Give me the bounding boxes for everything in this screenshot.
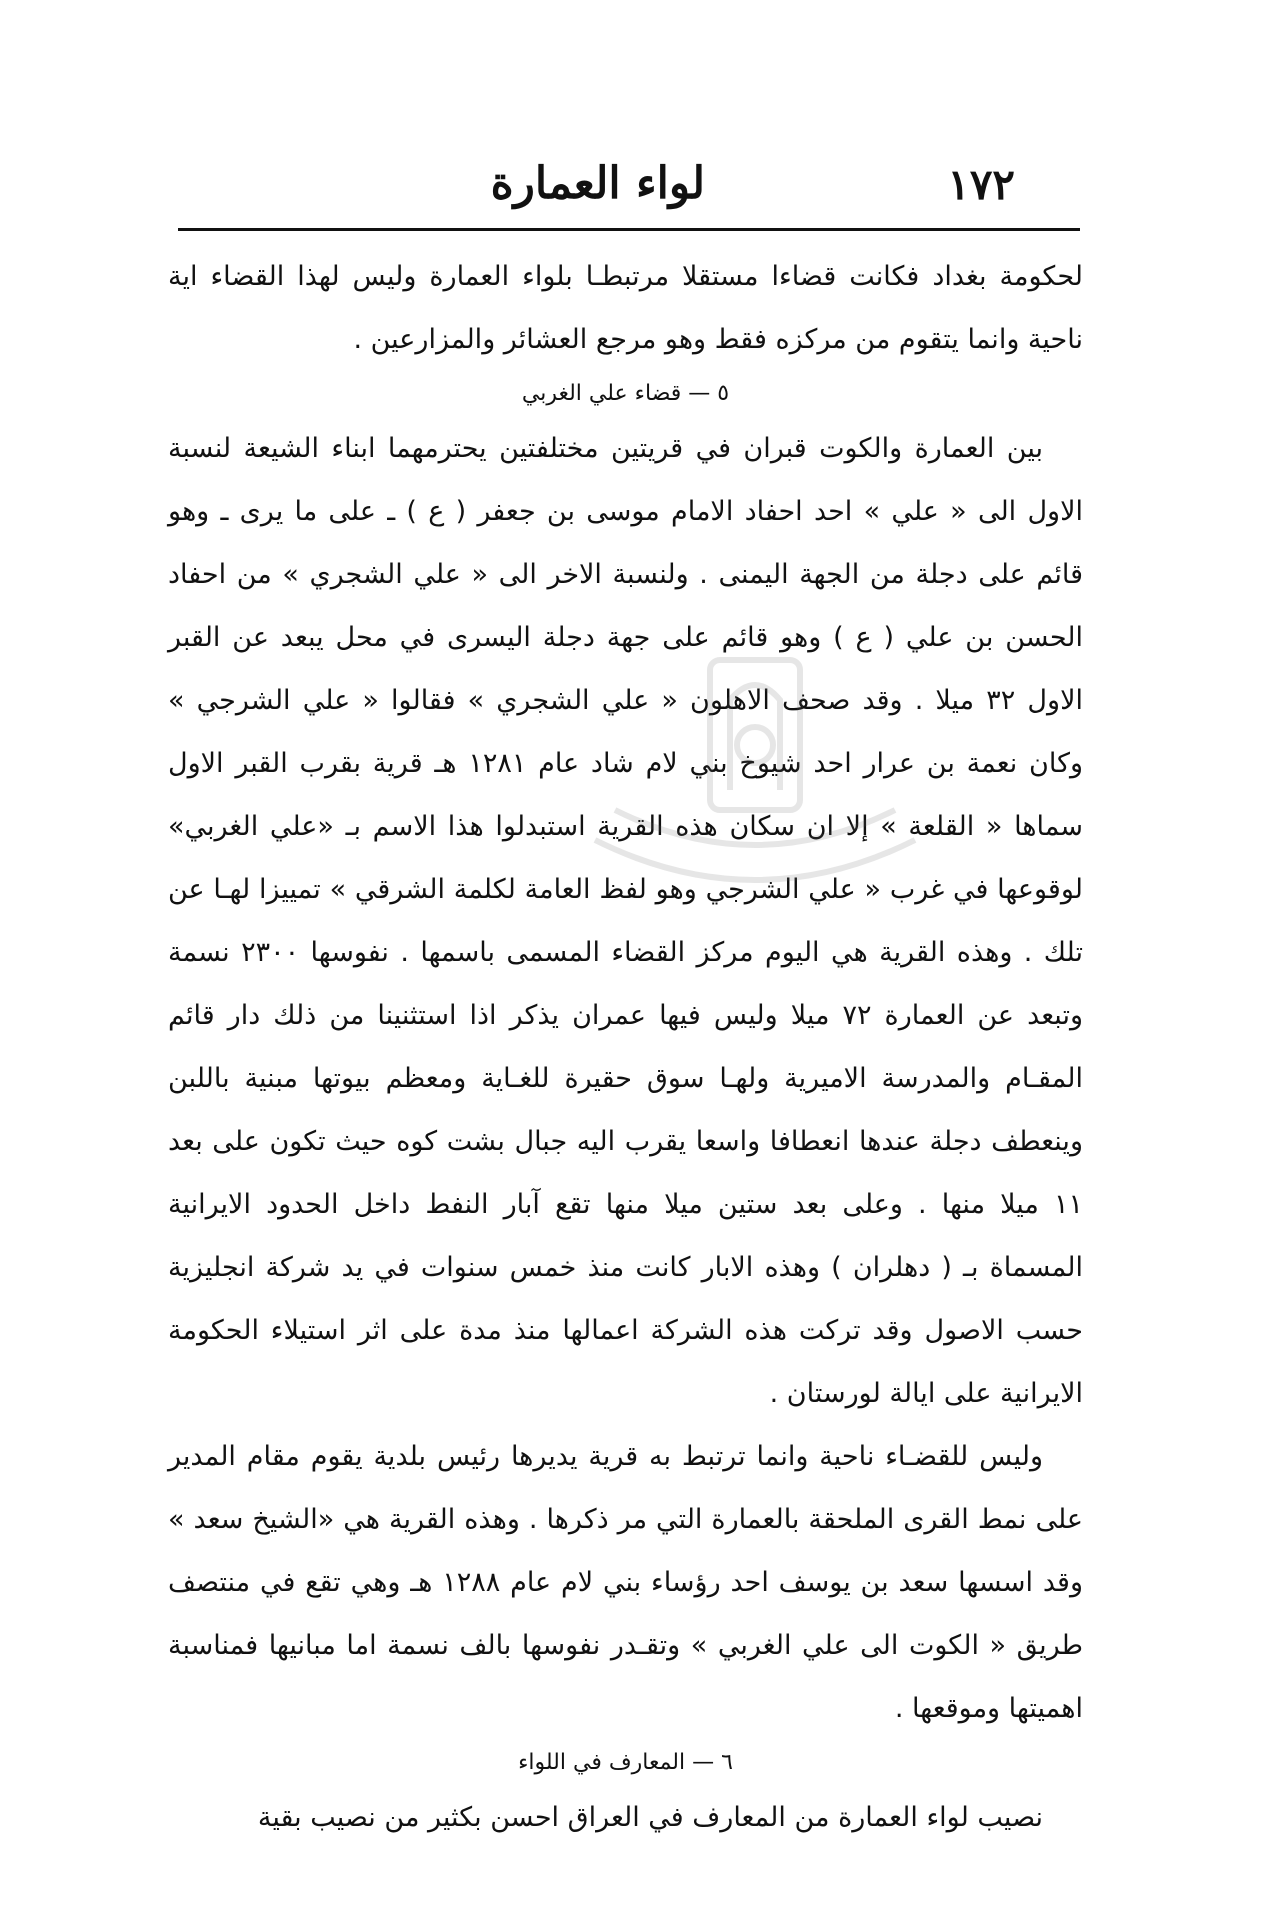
page-header — [175, 150, 1075, 230]
paragraph-continuation: لحكومة بغداد فكانت قضاءا مستقلا مرتبطـا بلواء العمارة وليس لهذا القضاء اية ناحية وانما يتقوم من مركزه فقط وهو مرجع العشائر والمزارعين . — [168, 261, 1083, 355]
paragraph-sheikh-saad: وليس للقضـاء ناحية وانما ترتبط به قرية يديرها رئيس بلدية يقوم مقام المدير على نمط القرى الملحقة بالعمارة التي مر ذكرها . وهذه القرية هي «الشيخ سعد » وقد اسسها سعد بن يوسف احد رؤساء بني لام عام ١٢٨٨ هـ وهي تقع في منتصف طريق « الكوت الى علي الغربي » وتقـدر نفوسها بالف نسمة اما مبانيها فمناسبة اهميتها وموقعها . — [168, 1441, 1083, 1724]
header-rule — [178, 228, 1080, 231]
section-heading-6: ٦ — المعارف في اللواء — [518, 1750, 733, 1775]
paragraph-ali-gharbi: بين العمارة والكوت قبران في قريتين مختلفتين يحترمهما ابناء الشيعة لنسبة الاول الى « علي » احد احفاد الامام موسى بن جعفر ( ع ) ـ على ما يرى ـ وهو قائم على دجلة من الجهة اليمنى . ولنسبة الاخر الى « علي الشجري » من احفاد الحسن بن علي ( ع ) وهو قائم على جهة دجلة اليسرى في محل يبعد عن القبر الاول ٣٢ ميلا . وقد صحف الاهلون « علي الشجري » فقالوا « علي الشرجي » وكان نعمة بن عرار احد شيوخ بني لام شاد عام ١٢٨١ هـ قرية بقرب القبر الاول سماها « القلعة » إلا ان سكان هذه القرية استبدلوا هذا الاسم بـ «علي الغربي» لوقوعها في غرب « علي الشرجي وهو لفظ العامة لكلمة الشرقي » تمييزا لهـا عن تلك . وهذه القرية هي اليوم مركز القضاء المسمى باسمها . نفوسها ٢٣٠٠ نسمة وتبعد عن العمارة ٧٢ ميلا وليس فيها عمران يذكر اذا استثنينا من ذلك دار قائم المقـام والمدرسة الاميرية ولهـا سوق حقيرة للغـاية ومعظم بيوتها مبنية باللبن وينعطف دجلة عندها انعطافا واسعا يقرب اليه جبال بشت كوه حيث تكون على بعد ١١ ميلا منها . وعلى بعد ستين ميلا منها تقع آبار النفط داخل الحدود الايرانية المسماة بـ ( دهلران ) وهذه الابار كانت منذ خمس سنوات في يد شركة انجليزية حسب الاصول وقد تركت هذه الشركة اعمالها منذ مدة على اثر استيلاء الحكومة الايرانية على ايالة لورستان . — [168, 433, 1083, 1409]
body-text — [168, 245, 1083, 1849]
page-number: ١٧٢ — [947, 160, 1015, 209]
paragraph-education: نصيب لواء العمارة من المعارف في العراق احسن بكثير من نصيب بقية — [257, 1802, 1043, 1833]
section-heading-5: ٥ — قضاء علي الغربي — [521, 381, 730, 406]
running-title: لواء العمارة — [490, 158, 705, 209]
